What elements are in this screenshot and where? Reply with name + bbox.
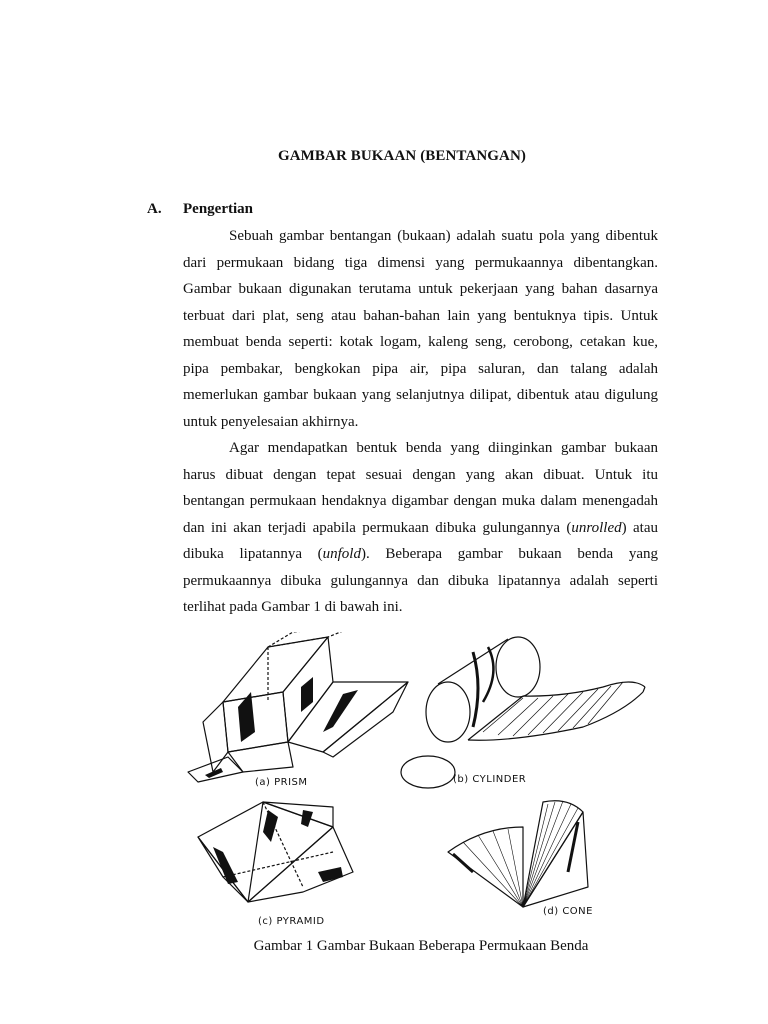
cone-illustration bbox=[448, 801, 593, 917]
paragraph-2-text bbox=[183, 435, 658, 621]
paragraph-2-part1: Agar mendapatkan bentuk benda yang diinginkan gambar bukaan harus dibuat dengan tepat sesuai dengan yang akan dibuat. Untuk itu bentangan permukaan hendaknya digambar dengan muka dalam menengadah dan ini akan terjadi apabila permukaan dibuka gulungannya ( bbox=[183, 440, 658, 536]
term-unfold: unfold bbox=[322, 546, 361, 562]
paragraph-1 bbox=[183, 223, 658, 435]
term-unrolled: unrolled bbox=[571, 519, 622, 536]
label-cylinder: (b) CYLINDER bbox=[453, 774, 527, 785]
section-letter: A. bbox=[147, 201, 162, 217]
figure-1-drawing bbox=[183, 632, 663, 932]
label-pyramid: (c) PYRAMID bbox=[258, 916, 325, 927]
section-heading bbox=[147, 201, 447, 218]
figure-caption: Gambar 1 Gambar Bukaan Beberapa Permukaan Benda bbox=[253, 938, 589, 954]
paragraph-2-part2: ) atau dibuka lipatannya ( bbox=[183, 519, 658, 562]
paragraph-2-part3: ). Beberapa gambar bukaan benda yang permukaannya dibuka gulungannya dan dibuka lipatannya adalah seperti terlihat pada Gambar 1 di bawah ini. bbox=[183, 546, 658, 615]
label-prism: (a) PRISM bbox=[255, 777, 308, 788]
figure-1-illustration bbox=[183, 632, 663, 932]
label-cone: (d) CONE bbox=[543, 906, 593, 917]
paragraph-1-text: Sebuah gambar bentangan (bukaan) adalah suatu pola yang dibentuk dari permukaan bidang tiga dimensi yang permukaannya dibentangkan. Gambar bukaan digunakan terutama untuk pekerjaan yang bahan dasarnya terbuat dari plat, seng atau bahan-bahan lain yang bentuknya tipis. Untuk membuat benda seperti: kotak logam, kaleng seng, cerobong, cetakan kue, pipa pembakar, bengkokan pipa air, pipa saluran, dan talang adalah memerlukan gambar bukaan yang selanjutnya dilipat, dibentuk atau digulung untuk penyelesaian akhirnya. bbox=[183, 228, 658, 430]
document-title: GAMBAR BUKAAN (BENTANGAN) bbox=[277, 148, 527, 164]
section-heading-text: Pengertian bbox=[183, 201, 253, 217]
paragraph-2 bbox=[183, 435, 658, 621]
cylinder-illustration bbox=[401, 637, 645, 788]
prism-illustration bbox=[188, 632, 408, 788]
pyramid-illustration bbox=[198, 802, 353, 927]
